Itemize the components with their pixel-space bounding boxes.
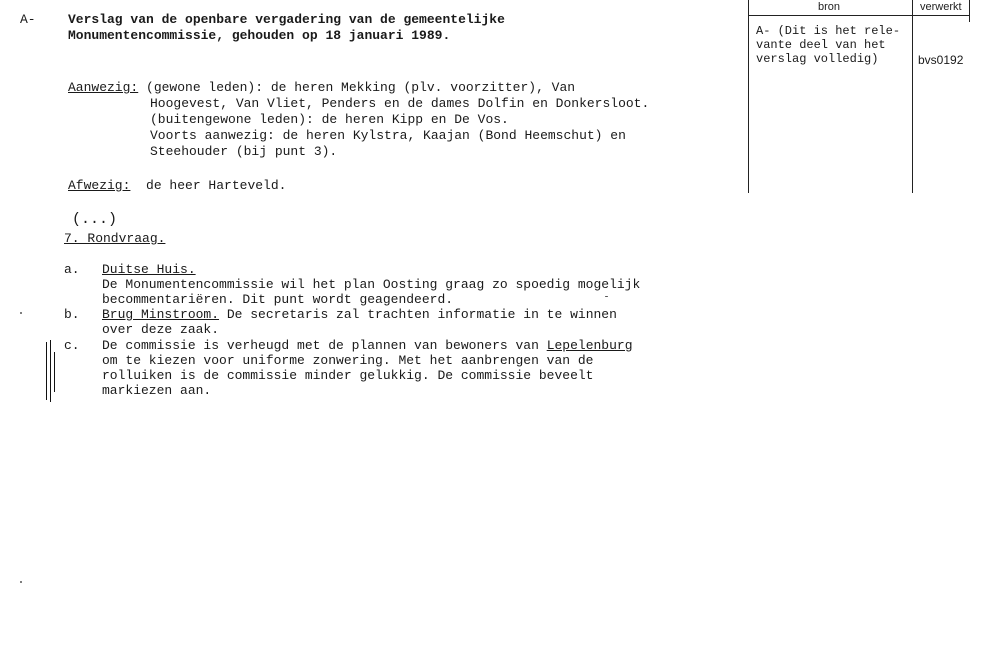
item-c-place: Lepelenburg <box>546 338 633 353</box>
afwezig-label: Afwezig: <box>68 178 131 193</box>
item-b-line-1 <box>102 307 617 323</box>
verwerkt-code: bvs0192 <box>918 53 964 67</box>
revision-bar-3 <box>54 352 55 392</box>
bron-line-2: vante deel van het <box>756 38 886 52</box>
document-prefix: A- <box>20 12 36 27</box>
item-c-line-1-text: De commissie is verheugd met de plannen van bewoners van <box>102 338 547 353</box>
item-c-line-4: markiezen aan. <box>102 383 212 398</box>
ellipsis: (...) <box>72 211 118 228</box>
aanwezig-text-5: Steehouder (bij punt 3). <box>150 144 338 159</box>
aanwezig-text-4: Voorts aanwezig: de heren Kylstra, Kaajan (Bond Heemschut) en <box>150 128 626 143</box>
revision-bar-2 <box>50 340 51 402</box>
speck <box>605 296 608 297</box>
table-border-middle <box>912 0 913 193</box>
attendance-line-1 <box>68 80 575 96</box>
document-title-line-1: Verslag van de openbare vergadering van de gemeentelijke <box>68 12 505 27</box>
item-c-line-2: om te kiezen voor uniforme zonwering. Met het aanbrengen van de <box>102 353 594 368</box>
aanwezig-text-3: (buitengewone leden): de heren Kipp en De Vos. <box>150 112 509 127</box>
item-a-line-1: De Monumentencommissie wil het plan Oosting graag zo spoedig mogelijk <box>102 277 641 292</box>
table-border-right <box>969 0 970 22</box>
absence-line <box>68 178 286 194</box>
item-b-line-1-rest: De secretaris zal trachten informatie in te winnen <box>219 307 617 322</box>
header-verwerkt: verwerkt <box>920 1 962 13</box>
source-table <box>748 0 970 193</box>
table-border-left <box>748 0 749 193</box>
speck <box>20 581 22 583</box>
item-b-line-2: over deze zaak. <box>102 322 220 337</box>
section-title: 7. Rondvraag. <box>64 231 166 246</box>
aanwezig-text-2: Hoogevest, Van Vliet, Penders en de dames Dolfin en Donkersloot. <box>150 96 650 111</box>
item-a-line-2: becommentariëren. Dit punt wordt geagendeerd. <box>102 292 454 307</box>
revision-bar-1 <box>46 342 47 400</box>
bron-line-1: A- (Dit is het rele- <box>756 24 901 38</box>
document-title-line-2: Monumentencommissie, gehouden op 18 januari 1989. <box>68 28 451 43</box>
header-bron: bron <box>818 1 841 13</box>
item-a-heading: Duitse Huis. <box>102 262 196 277</box>
item-b-marker: b. <box>64 307 80 322</box>
item-c-marker: c. <box>64 338 80 353</box>
item-c-line-3: rolluiken is de commissie minder gelukkig. De commissie beveelt <box>102 368 594 383</box>
aanwezig-label: Aanwezig: <box>68 80 139 95</box>
bron-line-3: verslag volledig) <box>756 52 879 66</box>
speck <box>20 312 22 314</box>
afwezig-text: de heer Harteveld. <box>130 178 287 193</box>
aanwezig-text-1: (gewone leden): de heren Mekking (plv. voorzitter), Van <box>138 80 576 95</box>
item-c-line-1 <box>102 338 633 354</box>
item-a-marker: a. <box>64 262 80 277</box>
item-b-heading: Brug Minstroom. <box>102 307 220 322</box>
table-header-rule <box>748 15 970 16</box>
